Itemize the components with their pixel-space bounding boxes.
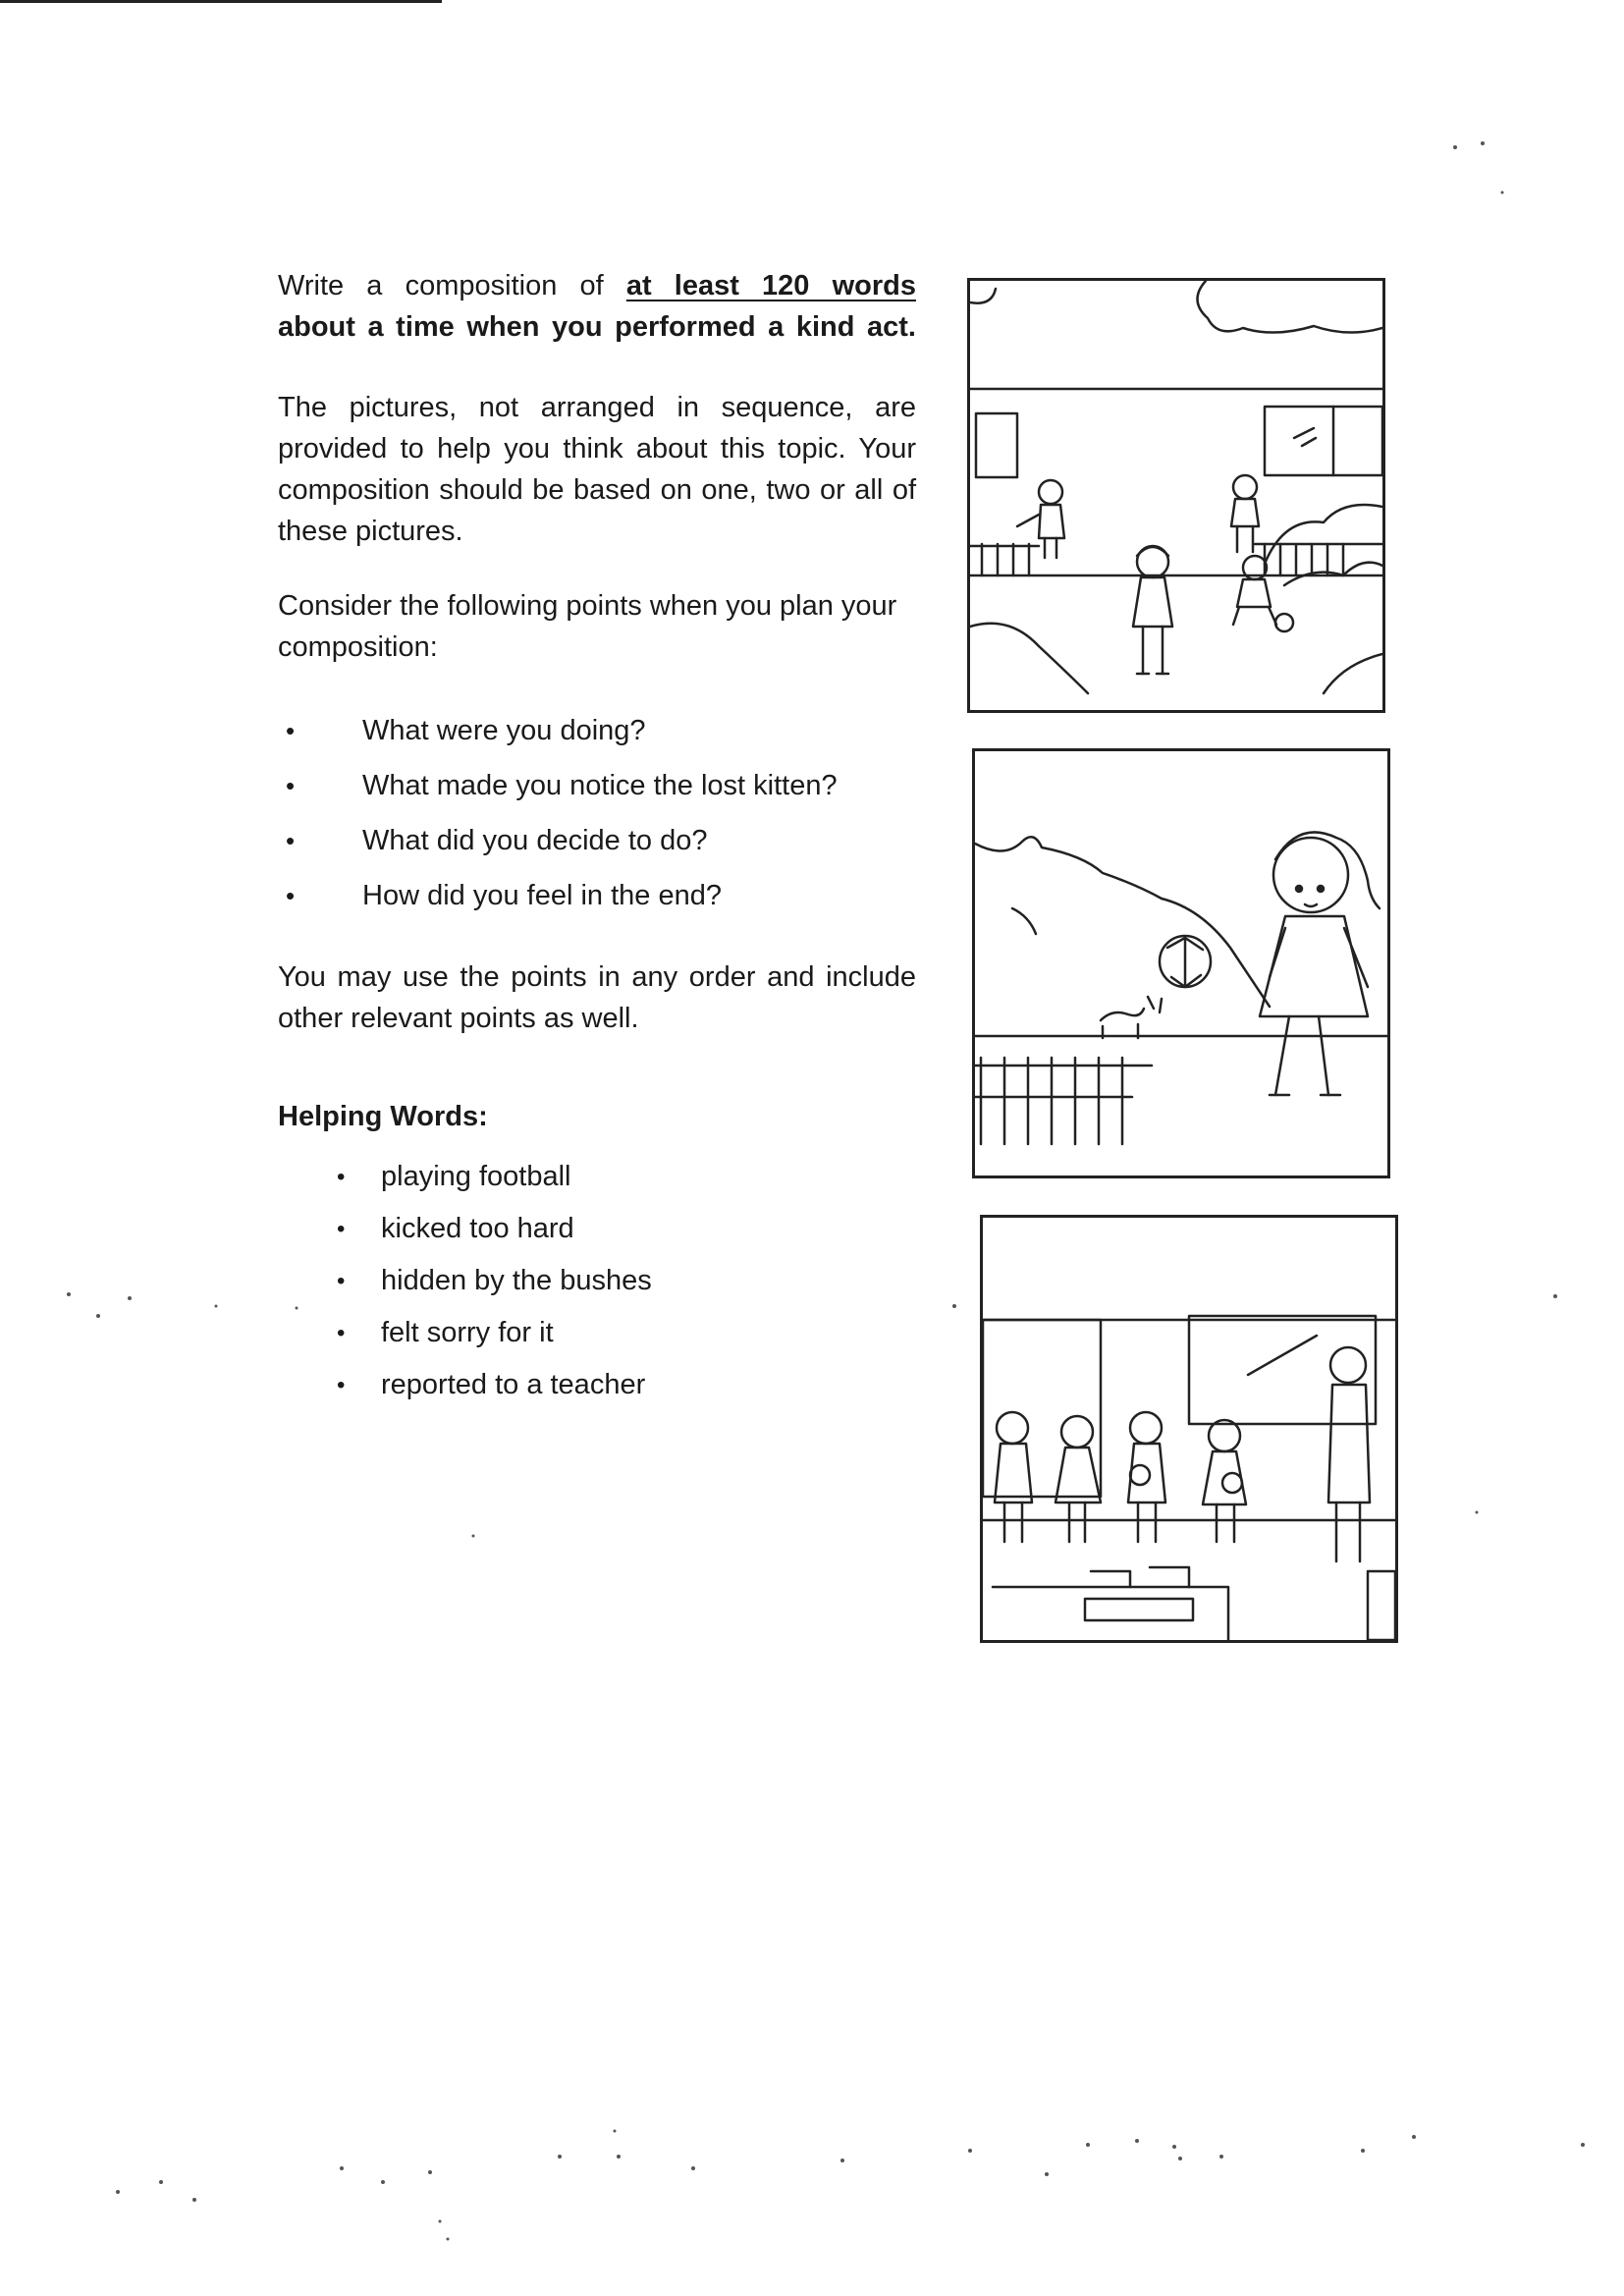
helping-word: • hidden by the bushes — [278, 1255, 916, 1307]
children-playing-in-school-yard-illustration — [970, 281, 1382, 710]
guide-question: • What did you decide to do? — [278, 813, 916, 868]
kitten-in-bushes-picture — [972, 748, 1390, 1178]
task-topic: about a time when you performed a kind act. — [278, 311, 916, 343]
task-prefix: Write a composition of — [278, 270, 604, 301]
helping-word: • playing football — [278, 1151, 916, 1203]
consider-points-intro: Consider the following points when you plan your composition: — [278, 590, 897, 663]
helping-word: • reported to a teacher — [278, 1359, 916, 1411]
girl-finds-kitten-near-ball-in-bushes-illustration — [975, 751, 1387, 1175]
helping-words-list — [278, 1151, 916, 1411]
school-yard-picture — [967, 278, 1385, 713]
task-statement — [278, 265, 916, 348]
composition-instructions — [278, 265, 916, 1411]
guide-question: • How did you feel in the end? — [278, 868, 916, 923]
helping-word: • felt sorry for it — [278, 1307, 916, 1359]
helping-word: • kicked too hard — [278, 1203, 916, 1255]
classroom-picture — [980, 1215, 1398, 1643]
word-count-requirement: at least 120 words — [625, 270, 916, 301]
helping-words-title: Helping Words: — [278, 1101, 488, 1132]
guide-question: • What made you notice the lost kitten? — [278, 758, 916, 813]
children-with-kitten-in-front-of-teacher-illustration — [983, 1218, 1395, 1640]
pictures-note: The pictures, not arranged in sequence, are provided to help you think about this topic. Your composition should be based on one, two or all of these pictures. — [278, 392, 916, 547]
guide-question-list — [278, 703, 916, 923]
top-edge-line — [0, 0, 442, 3]
order-note: You may use the points in any order and include other relevant points as well. — [278, 961, 916, 1034]
guide-question: • What were you doing? — [278, 703, 916, 758]
